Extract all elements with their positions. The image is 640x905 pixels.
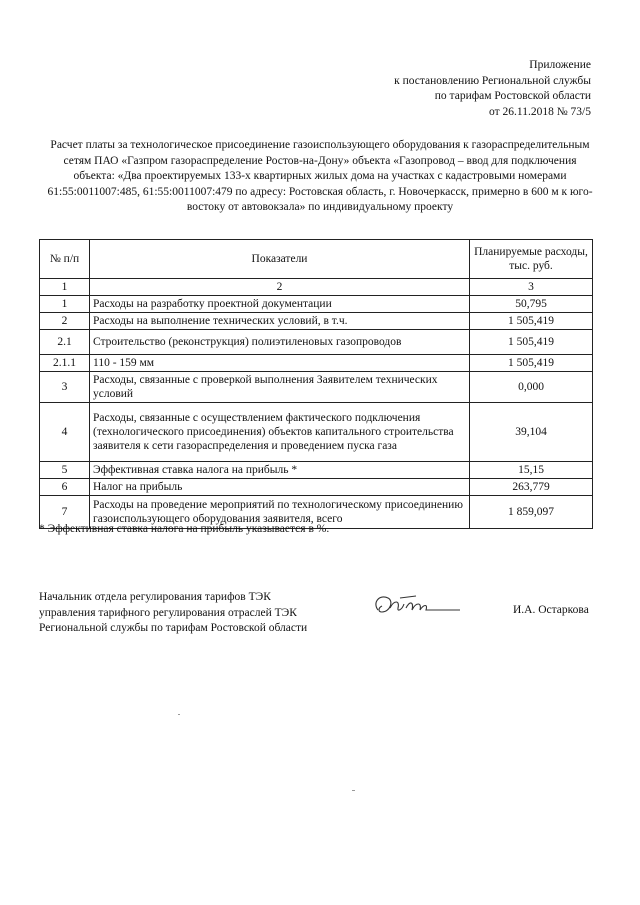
row-name: Строительство (реконструкция) полиэтиленовых газопроводов: [90, 330, 470, 355]
index-cell: 2: [90, 279, 470, 296]
cost-table: [39, 239, 593, 529]
scan-speck: [178, 714, 180, 715]
row-num: 1: [40, 296, 90, 313]
row-value: 263,779: [470, 479, 593, 496]
title-line-5: востоку от автовокзала» по индивидуальному проекту: [186, 201, 454, 213]
appendix-line-4: от 26.11.2018 № 73/5: [489, 105, 591, 118]
row-num: 5: [40, 462, 90, 479]
row-name: Расходы, связанные с осуществлением фактического подключения (технологического присоединения) объектов капитального строительства заявителя к сети газораспределения и проведением пуска газа: [90, 403, 470, 462]
signatory-name: И.А. Остаркова: [513, 604, 589, 616]
row-value: 0,000: [470, 372, 593, 403]
row-name: Расходы на выполнение технических условий, в т.ч.: [90, 313, 470, 330]
handwritten-signature: [370, 590, 468, 626]
header-name: Показатели: [90, 240, 470, 279]
table-row: [40, 296, 593, 313]
appendix-line-3: по тарифам Ростовской области: [434, 90, 591, 102]
table-row: [40, 330, 593, 355]
appendix-line-2: к постановлению Региональной службы: [394, 74, 591, 87]
appendix-header: [394, 58, 591, 120]
header-value: [470, 240, 593, 279]
table-index-row: [40, 279, 593, 296]
index-cell: 3: [470, 279, 593, 296]
appendix-line-1: Приложение: [529, 59, 591, 71]
title-line-3: объекта: «Два проектируемых 133-х квартирных жилых дома на участках с кадастровыми номерами: [73, 170, 567, 182]
table-row: [40, 403, 593, 462]
row-value: 1 505,419: [470, 330, 593, 355]
row-value: 1 505,419: [470, 313, 593, 330]
header-num: № п/п: [40, 240, 90, 279]
table-row: [40, 479, 593, 496]
title-line-2: сетям ПАО «Газпром газораспределение Ростов-на-Дону» объекта «Газопровод – ввод для подключения: [63, 154, 577, 167]
header-value-line-2: тыс. руб.: [509, 260, 553, 272]
row-name: 110 - 159 мм: [90, 355, 470, 372]
row-value: 39,104: [470, 403, 593, 462]
table-row: [40, 313, 593, 330]
row-name: Расходы на разработку проектной документации: [90, 296, 470, 313]
signatory-position-line-3: Региональной службы по тарифам Ростовской области: [39, 622, 308, 634]
document-title: [36, 138, 604, 216]
row-name: Расходы, связанные с проверкой выполнения Заявителем технических условий: [90, 372, 470, 403]
footnote: * Эффективная ставка налога на прибыль указывается в %.: [39, 523, 330, 535]
header-value-line-1: Планируемые расходы,: [474, 246, 588, 258]
row-value: 1 505,419: [470, 355, 593, 372]
signatory-position-line-1: Начальник отдела регулирования тарифов ТЭК: [39, 591, 271, 603]
table-row: [40, 462, 593, 479]
signatory-position-line-2: управления тарифного регулирования отраслей ТЭК: [39, 606, 297, 619]
title-line-4: 61:55:0011007:485, 61:55:0011007:479 по адресу: Ростовская область, г. Новочеркасск, примерно в 600 м к юго-: [47, 185, 593, 198]
row-name: Расходы на проведение мероприятий по технологическому присоединению газоиспользующего оборудования заявителя, всего: [90, 496, 470, 529]
row-value: 50,795: [470, 296, 593, 313]
row-num: 7: [40, 496, 90, 529]
title-line-1: Расчет платы за технологическое присоединение газоиспользующего оборудования к газораспределительным: [50, 139, 590, 151]
row-num: 3: [40, 372, 90, 403]
row-num: 4: [40, 403, 90, 462]
scan-speck: [352, 790, 355, 791]
row-name: Налог на прибыль: [90, 479, 470, 496]
table-row: [40, 355, 593, 372]
row-value: 15,15: [470, 462, 593, 479]
index-cell: 1: [40, 279, 90, 296]
row-value: 1 859,097: [470, 496, 593, 529]
row-name: Эффективная ставка налога на прибыль *: [90, 462, 470, 479]
table-header-row: [40, 240, 593, 279]
signatory-position: [39, 590, 307, 637]
row-num: 2.1.1: [40, 355, 90, 372]
row-num: 2.1: [40, 330, 90, 355]
row-num: 6: [40, 479, 90, 496]
table-row: [40, 372, 593, 403]
row-num: 2: [40, 313, 90, 330]
